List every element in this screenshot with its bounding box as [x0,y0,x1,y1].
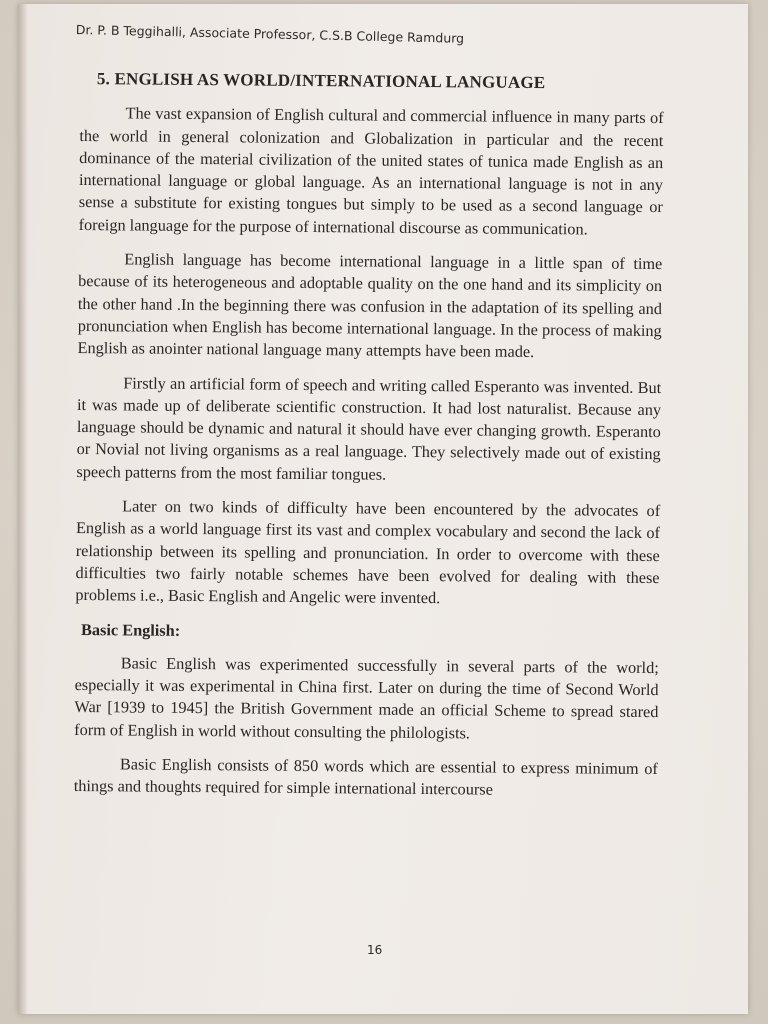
paragraph-4: Later on two kinds of difficulty have been encountered by the advocates of English as a world language first its vast and complex vocabulary and second the lack of relationship between its spelling and pronunciation. In order to overcome with these difficulties two fairly notable schemes have been evolved for dealing with these problems i.e., Basic English and Angelic were invented. [75,496,661,608]
paragraph-3: Firstly an artificial form of speech and writing called Esperanto was invented. But it was made up of deliberate scientific construction. It had lost naturalist. Because any language should be dynamic and natural it should have ever changing growth. Esperanto or Novial not living organisms as a real language. They selectively made out of existing speech patterns from the most familiar tongues. [76,372,662,484]
page-number: 16 [367,943,383,957]
paragraph-1: The vast expansion of English cultural and commercial influence in many parts of the world in general colonization and Globalization in particular and the recent dominance of the material civilization of the united states of tunica made English as an international language or global language. As an international language is not in any sense a substitute for existing tongues but simply to be used as a second language or foreign language for the purpose of international discourse as communication. [78,103,664,239]
document-page [18,4,748,1014]
paragraph-2: English language has become international language in a little span of time because of its heterogeneous and adoptable quality on the one hand and its simplicity on the other hand .In the beginning there was confusion in the adaptation of its spelling and pronunciation when English has become international language. In the process of making English as anointer national language many attempts have been made. [77,249,663,362]
subsection-heading: Basic English: [81,619,181,640]
section-title: 5. ENGLISH AS WORLD/INTERNATIONAL LANGUAGE [96,69,546,93]
page-spine-shadow [18,4,28,1014]
page-header: Dr. P. B Teggihalli, Associate Professor, C.S.B College Ramdurg [75,22,465,46]
paragraph-5: Basic English was experimented successfully in several parts of the world; especially it was experimental in China first. Later on during the time of Second World War [1939 to 1945] the British Government made an official Scheme to spread stared form of English in world without consulting the philologists. [74,653,659,743]
paragraph-6: Basic English consists of 850 words which are essential to express minimum of things and thoughts required for simple international intercourse [73,754,658,799]
page-content [74,68,664,815]
